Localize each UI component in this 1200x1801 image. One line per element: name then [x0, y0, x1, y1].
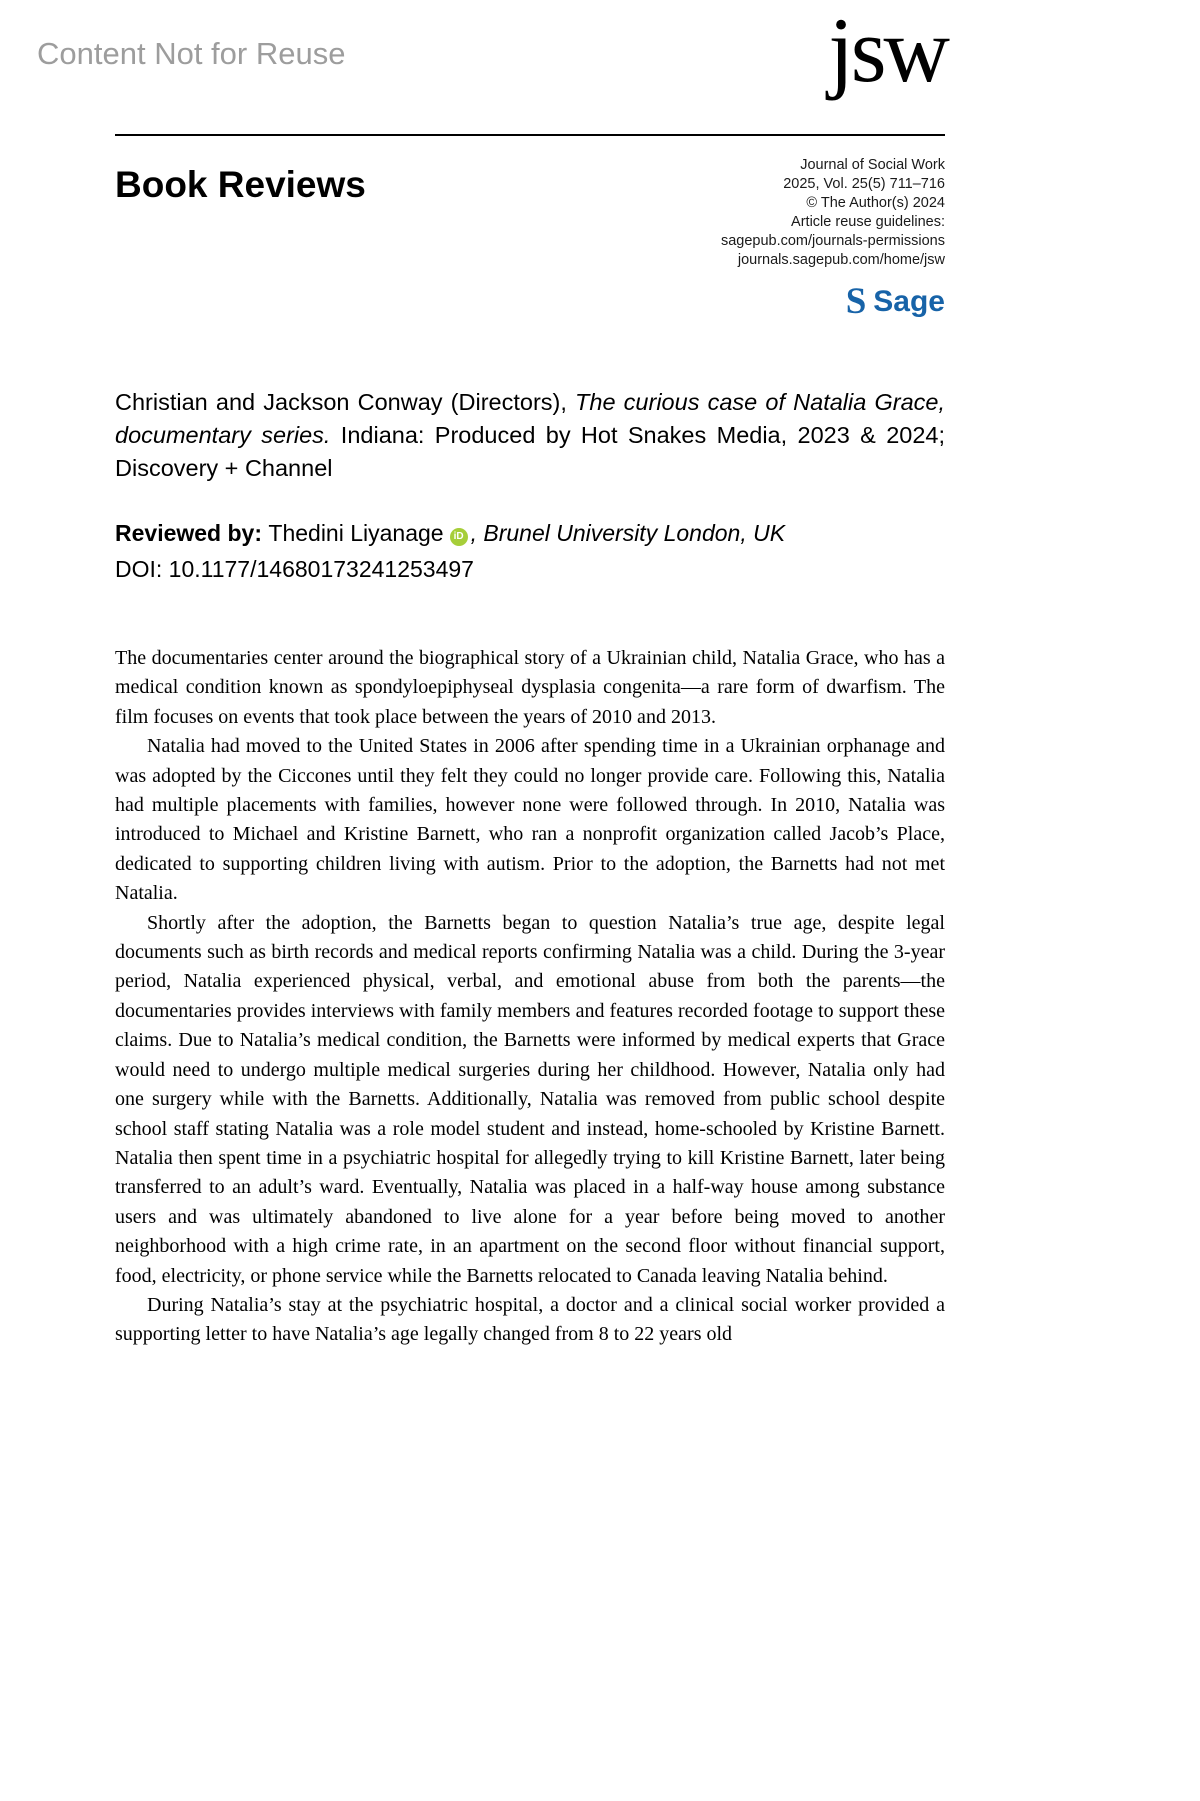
sage-logo [721, 283, 945, 320]
reuse-guidelines-label: Article reuse guidelines: [791, 214, 945, 230]
page-title: Book Reviews [115, 164, 366, 205]
reviewed-by-block [115, 515, 945, 587]
reviewer-affiliation: , Brunel University London, UK [470, 520, 786, 546]
doi: DOI: 10.1177/14680173241253497 [115, 556, 474, 582]
content-column [115, 0, 945, 1350]
journal-home-link[interactable]: journals.sagepub.com/home/jsw [737, 252, 945, 268]
sage-s-icon: S [845, 281, 867, 322]
citation [115, 386, 945, 485]
permissions-link[interactable]: sagepub.com/journals-permissions [720, 233, 945, 249]
watermark: Content Not for Reuse [37, 36, 346, 71]
journal-name: Journal of Social Work [800, 157, 945, 173]
volume-issue-pages: 2025, Vol. 25(5) 711–716 [783, 176, 945, 192]
reviewer-name: Thedini Liyanage [268, 520, 444, 546]
sage-wordmark: Sage [873, 285, 945, 318]
reviewed-by-label: Reviewed by: [115, 520, 269, 546]
body-paragraph: During Natalia’s stay at the psychiatric hospital, a doctor and a clinical social worker provided a supporting letter to have Natalia’s age legally changed from 8 to 22 years old [115, 1293, 945, 1346]
header-row [115, 136, 945, 320]
citation-authors: Christian and Jackson Conway (Directors), [115, 389, 576, 415]
jsw-journal-logo: jsw [828, 0, 947, 101]
body-paragraph: Natalia had moved to the United States in 2006 after spending time in a Ukrainian orphanage and was adopted by the Ciccones until they felt they could no longer provide care. Following this, Natalia had multiple placements with families, however none were followed through. In 2010, Natalia was introduced to Michael and Kristine Barnett, who ran a nonprofit organization called Jacob’s Place, dedicated to supporting children living with autism. Prior to the adoption, the Barnetts had not met Natalia. [115, 735, 945, 905]
citation-title: The curious case of Natalia Grace, documentary series. [115, 389, 945, 448]
citation-publication-info: Indiana: Produced by Hot Snakes Media, 2023 & 2024; Discovery + Channel [115, 422, 945, 481]
copyright-line: © The Author(s) 2024 [806, 195, 945, 211]
orcid-icon[interactable]: iD [450, 528, 468, 546]
journal-info-block [721, 156, 945, 320]
body-paragraph: Shortly after the adoption, the Barnetts began to question Natalia’s true age, despite legal documents such as birth records and medical reports confirming Natalia was a child. During the 3-year period, Natalia experienced physical, verbal, and emotional abuse from both the parents—the documentaries provides interviews with family members and features recorded footage to support these claims. Due to Natalia’s medical condition, the Barnetts were informed by medical experts that Grace would need to undergo multiple medical surgeries during her childhood. However, Natalia only had one surgery while with the Barnetts. Additionally, Natalia was removed from public school despite school staff stating Natalia was a role model student and instead, home-schooled by Kristine Barnett. Natalia then spent time in a psychiatric hospital for allegedly trying to kill Kristine Barnett, later being transferred to an adult’s ward. Eventually, Natalia was placed in a half-way house among substance users and was ultimately abandoned to live alone for a year before being moved to another neighborhood with a high crime rate, in an apartment on the second floor without financial support, food, electricity, or phone service while the Barnetts relocated to Canada leaving Natalia behind. [115, 911, 945, 1287]
body-paragraph: The documentaries center around the biographical story of a Ukrainian child, Natalia Grace, who has a medical condition known as spondyloepiphyseal dysplasia congenita—a rare form of dwarfism. The film focuses on events that took place between the years of 2010 and 2013. [115, 647, 945, 728]
review-body [115, 644, 945, 1350]
